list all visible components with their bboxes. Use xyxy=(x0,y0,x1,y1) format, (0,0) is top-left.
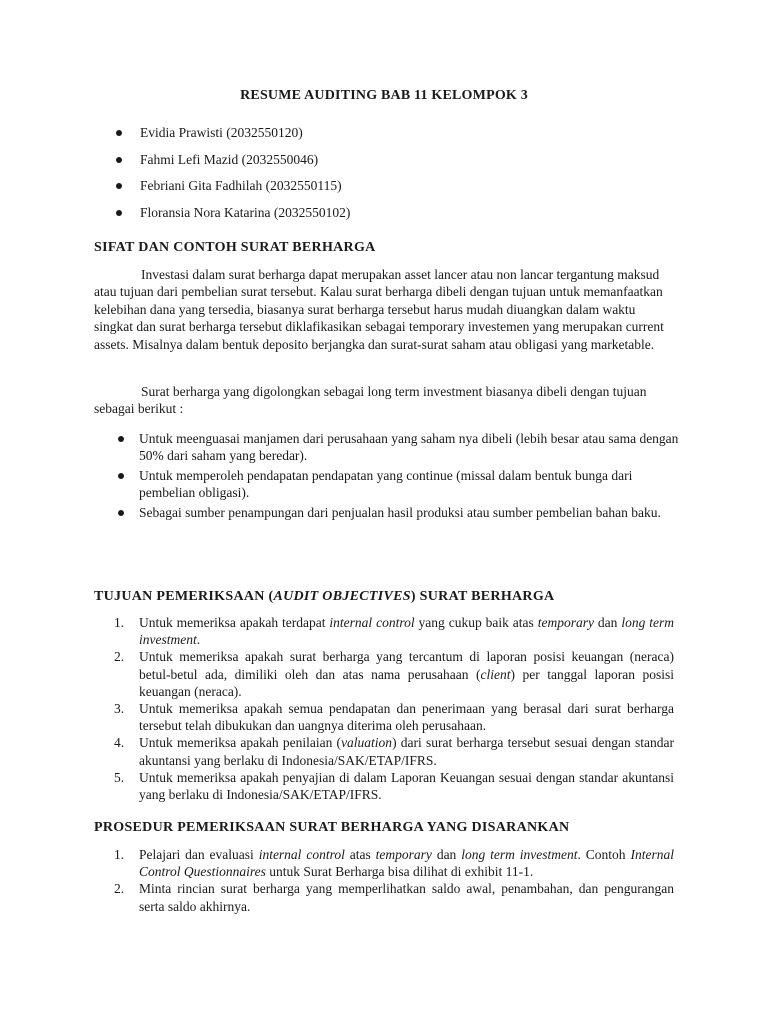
text: Untuk memeriksa apakah penyajian di dalam Laporan Keuangan sesuai dengan standar akuntansi yang berlaku di Indonesia/SAK/ETAP/IFRS. xyxy=(139,769,674,803)
italic-text: internal control xyxy=(329,615,415,630)
audit-objective-item xyxy=(94,648,674,700)
list-number: 1. xyxy=(114,615,125,630)
section-heading-sifat: SIFAT DAN CONTOH SURAT BERHARGA xyxy=(94,240,376,255)
text: Pelajari dan evaluasi xyxy=(139,847,259,862)
text: Untuk memeriksa apakah terdapat xyxy=(139,615,330,630)
list-number: 2. xyxy=(114,649,125,665)
audit-procedure-item xyxy=(94,846,674,880)
list-number: 1. xyxy=(114,847,125,862)
list-number: 3. xyxy=(114,701,125,717)
audit-objective-item xyxy=(94,734,674,768)
text: dan xyxy=(593,615,622,630)
purpose-bullet-item: Sebagai sumber penampungan dari penjualan hasil produksi atau sumber pembelian bahan baku. xyxy=(94,504,684,521)
italic-text: long term investment xyxy=(139,615,675,648)
author-item: Fahmi Lefi Mazid (2032550046) xyxy=(92,151,350,178)
author-item: Evidia Prawisti (2032550120) xyxy=(92,124,350,151)
text: . Contoh xyxy=(577,847,631,862)
text: Untuk memeriksa apakah surat berharga yang tercantum di laporan posisi keuangan (neraca) betul-betul ada, dimiliki oleh dan atas nama perusahaan ( xyxy=(139,649,674,682)
purpose-bullet-item: Untuk memperoleh pendapatan pendapatan yang continue (missal dalam bentuk bunga dari pembelian obligasi). xyxy=(94,467,684,502)
italic-text: long term investment xyxy=(461,847,578,862)
section-heading-prosedur: PROSEDUR PEMERIKSAAN SURAT BERHARGA YANG DISARANKAN xyxy=(94,820,570,835)
audit-objectives-list xyxy=(94,614,674,803)
text: dan xyxy=(431,847,462,862)
author-list xyxy=(92,124,350,230)
italic-text: temporary xyxy=(537,615,594,630)
section-heading-tujuan xyxy=(94,589,554,605)
text: Minta rincian surat berharga yang memperlihatkan saldo awal, penambahan, dan pengurangan serta saldo akhirnya. xyxy=(139,881,674,914)
heading-text: TUJUAN PEMERIKSAAN ( xyxy=(94,589,274,604)
heading-text: ) SURAT BERHARGA xyxy=(410,589,555,604)
text: ) dari surat berharga tersebut sesuai dengan standar akuntansi yang berlaku di Indonesia/SAK/ETAP/IFRS. xyxy=(139,735,674,768)
text: ) per tanggal laporan posisi keuangan (neraca). xyxy=(139,666,674,699)
list-number: 2. xyxy=(114,881,125,897)
italic-text: Internal Control Questionnaires xyxy=(139,847,674,880)
italic-text: temporary xyxy=(375,847,432,862)
italic-text: internal control xyxy=(258,847,345,862)
text: atas xyxy=(344,847,376,862)
audit-objective-item xyxy=(94,769,674,803)
audit-objective-item xyxy=(94,614,674,648)
italic-text: valuation xyxy=(341,735,393,751)
text: Untuk memeriksa apakah penilaian ( xyxy=(139,735,342,751)
text: yang cukup baik atas xyxy=(414,615,538,630)
italic-text: client xyxy=(480,666,511,682)
section1-paragraph-1: Investasi dalam surat berharga dapat merupakan asset lancer atau non lancar tergantung maksud atau tujuan dari pembelian surat tersebut. Kalau surat berharga dibeli dengan tujuan untuk memanfaatkan kelebihan dana yang tersedia, biasanya surat berharga tersebut harus mudah diuangkan dalam waktu singkat dan surat berharga tersebut diklafikasikan sebagai temporary investemen yang merupakan current assets. Misalnya dalam bentuk deposito berjangka dan surat-surat saham atau obligasi yang marketable. xyxy=(94,267,664,352)
author-item: Floransia Nora Katarina (2032550102) xyxy=(92,204,350,231)
purpose-bullet-item: Untuk meenguasai manjamen dari perusahaan yang saham nya dibeli (lebih besar atau sama dengan 50% dari saham yang beredar). xyxy=(94,430,684,465)
purpose-bullet-list xyxy=(94,430,684,523)
text: untuk Surat Berharga bisa dilihat di exhibit 11-1. xyxy=(265,864,534,880)
heading-italic-text: AUDIT OBJECTIVES xyxy=(273,589,411,604)
author-item: Febriani Gita Fadhilah (2032550115) xyxy=(92,177,350,204)
text: . xyxy=(196,632,201,648)
list-number: 4. xyxy=(114,735,125,751)
document-title: RESUME AUDITING BAB 11 KELOMPOK 3 xyxy=(240,88,528,103)
audit-objective-item xyxy=(94,700,674,734)
section1-paragraph-2: Surat berharga yang digolongkan sebagai long term investment biasanya dibeli dengan tujuan sebagai berikut : xyxy=(94,384,647,417)
text: Untuk memeriksa apakah semua pendapatan dan penerimaan yang berasal dari surat berharga tersebut telah dibukukan dan uangnya diterima oleh perusahaan. xyxy=(139,701,674,734)
list-number: 5. xyxy=(114,769,125,785)
audit-procedures-list xyxy=(94,846,674,915)
audit-procedure-item xyxy=(94,880,674,914)
